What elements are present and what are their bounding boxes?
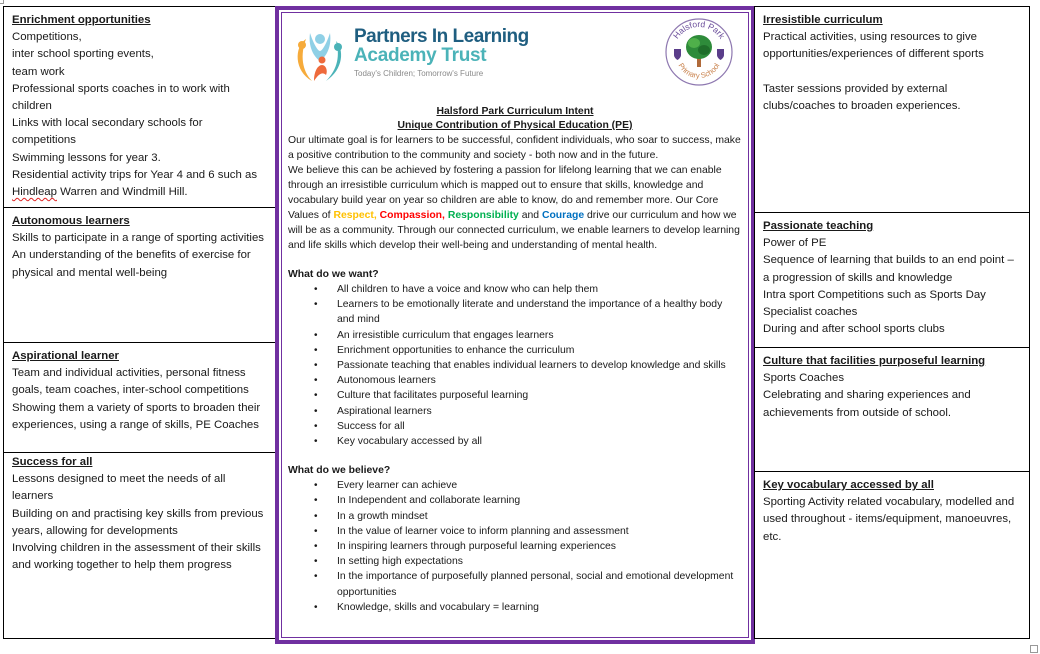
right-column (754, 6, 1030, 639)
cell-line: Lessons designed to meet the needs of all learners (12, 473, 226, 503)
bullet-icon: • (314, 390, 318, 402)
page-corner-marker (0, 0, 4, 4)
believe-item-text: In setting high expectations (337, 556, 463, 568)
cell-title: Irresistible curriculum (763, 14, 883, 26)
bullet-icon: • (314, 360, 318, 372)
cell-title: Key vocabulary accessed by all (763, 479, 934, 491)
bullet-icon: • (314, 601, 318, 613)
bullet-icon: • (314, 344, 318, 356)
cell-line: Showing them a variety of sports to broaden their experiences, using a range of skills, PE Coaches (12, 401, 261, 431)
core-value-courage: Courage (541, 210, 585, 221)
cell-title: Culture that facilities purposeful learning (763, 355, 986, 367)
cell-line: Taster sessions provided by external clubs/coaches to broaden experiences. (763, 82, 961, 112)
bullet-icon: • (314, 405, 318, 417)
crest-text-bottom: Primary School (676, 61, 722, 81)
cell-culture-purposeful-learning (755, 348, 1029, 472)
bullet-icon: • (314, 329, 318, 341)
cell-line: Sporting Activity related vocabulary, modelled and used throughout - items/equipment, manoeuvres, etc. (763, 496, 1015, 543)
document-subtitle: Unique Contribution of Physical Education (PE) (397, 120, 633, 131)
want-item-text: Success for all (337, 420, 405, 432)
blank-line (763, 64, 1021, 81)
left-column (3, 6, 277, 639)
want-item (288, 434, 742, 449)
cell-title: Enrichment opportunities (12, 14, 151, 26)
school-crest-icon (664, 17, 734, 87)
cell-aspirational-learner (4, 343, 276, 453)
cell-line: Skills to participate in a range of sporting activities (12, 232, 264, 245)
believe-item (288, 569, 742, 599)
core-value-responsibility: Responsibility (447, 210, 519, 221)
cell-line: Intra sport Competitions such as Sports Day (763, 288, 986, 301)
bullet-icon: • (314, 420, 318, 432)
believe-item (288, 509, 742, 524)
believe-item (288, 554, 742, 569)
cell-line: Practical activities, using resources to give opportunities/experiences of different sports (763, 31, 984, 61)
trust-figures-icon (292, 25, 348, 85)
want-item (288, 282, 742, 297)
cell-line: Links with local secondary schools for competitions (12, 117, 203, 147)
misspelled-word[interactable]: Hindleap (12, 186, 57, 199)
believe-item (288, 600, 742, 615)
cell-title: Passionate teaching (763, 220, 874, 232)
believe-item-text: Knowledge, skills and vocabulary = learning (337, 601, 539, 613)
crest-text-top: Halsford Park (670, 18, 728, 41)
cell-title: Autonomous learners (12, 215, 130, 227)
document-title: Halsford Park Curriculum Intent (436, 106, 594, 117)
bullet-icon: • (314, 541, 318, 553)
want-item-text: Learners to be emotionally literate and understand the importance of a healthy body and mind (337, 299, 723, 326)
bullet-icon: • (314, 510, 318, 522)
cell-line: During and after school sports clubs (763, 323, 945, 336)
cell-line: Swimming lessons for year 3. (12, 151, 161, 164)
cell-enrichment-opportunities (4, 7, 276, 208)
cell-line: team work (12, 65, 65, 78)
cell-line: Celebrating and sharing experiences and achievements from outside of school. (763, 389, 971, 419)
bullet-icon: • (314, 436, 318, 448)
believe-item-text: In Independent and collaborate learning (337, 495, 521, 507)
believe-item-text: In inspiring learners through purposeful learning experiences (337, 541, 616, 553)
cell-line: Professional sports coaches in to work with children (12, 82, 230, 113)
want-item (288, 343, 742, 358)
cell-line: Sequence of learning that builds to an end point – a progression of skills and knowledge (763, 254, 1014, 284)
want-item-text: Passionate teaching that enables individual learners to develop knowledge and skills (337, 360, 726, 372)
cell-passionate-teaching (755, 213, 1029, 348)
want-item (288, 388, 742, 403)
believe-item-text: In a growth mindset (337, 510, 428, 522)
trust-name-line2: Academy Trust (354, 45, 487, 66)
bullet-icon: • (314, 375, 318, 387)
cell-irresistible-curriculum (755, 7, 1029, 213)
believe-heading: What do we believe? (288, 465, 391, 477)
cell-line: Competitions, (12, 31, 82, 44)
cell-key-vocabulary (755, 472, 1029, 640)
core-value-and: and (518, 210, 542, 221)
want-item-text: Autonomous learners (337, 375, 436, 387)
curriculum-intent-panel (275, 6, 755, 644)
believe-item-text: Every learner can achieve (337, 480, 458, 492)
want-item (288, 358, 742, 373)
trust-name-line1: Partners In Learning (354, 26, 529, 47)
cell-line: inter school sporting events, (12, 48, 154, 61)
cell-line-last (12, 184, 268, 201)
want-item (288, 404, 742, 419)
want-item-text: All children to have a voice and know who can help them (337, 284, 599, 295)
cell-title: Aspirational learner (12, 350, 119, 362)
cell-line: Specialist coaches (763, 306, 858, 319)
cell-line: Sports Coaches (763, 372, 845, 385)
believe-item-text: In the value of learner voice to inform planning and assessment (337, 525, 629, 537)
believe-item-text: In the importance of purposefully planned personal, social and emotional development opportunities (337, 571, 734, 598)
want-item (288, 297, 742, 327)
cell-line: An understanding of the benefits of exercise for physical and mental well-being (12, 249, 251, 279)
cell-line: Power of PE (763, 237, 827, 250)
bullet-icon: • (314, 480, 318, 492)
bullet-icon: • (314, 284, 318, 295)
trust-tagline: Today's Children; Tomorrow's Future (354, 69, 484, 78)
want-item (288, 373, 742, 388)
want-item-text: An irresistible curriculum that engages learners (337, 329, 554, 341)
want-list (288, 282, 742, 449)
cell-line: Involving children in the assessment of their skills and working together to help them progress (12, 542, 261, 572)
cell-line: Residential activity trips for Year 4 and 6 such as (12, 168, 258, 181)
intro-2-end: drive our curriculum and how we will be as a community. Through our connected curriculum, we enable learners to develop learning and life skills which develop their well-being and understanding of mental health. (288, 210, 740, 251)
cell-success-for-all (4, 453, 276, 640)
want-item-text: Aspirational learners (337, 405, 432, 417)
believe-item (288, 493, 742, 508)
want-item-text: Enrichment opportunities to enhance the curriculum (337, 344, 575, 356)
cell-line: Team and individual activities, personal fitness goals, team coaches, inter-school competitions (12, 367, 249, 397)
bullet-icon: • (314, 556, 318, 568)
core-value-compassion: Compassion, (379, 210, 445, 221)
believe-list (288, 478, 742, 615)
want-item-text: Key vocabulary accessed by all (337, 436, 482, 448)
believe-item (288, 524, 742, 539)
bullet-icon: • (314, 299, 318, 311)
cell-title: Success for all (12, 456, 93, 468)
cell-line-rest: Warren and Windmill Hill. (56, 186, 188, 199)
want-heading: What do we want? (288, 269, 379, 280)
intro-paragraph-1: Our ultimate goal is for learners to be successful, confident individuals, who soar to success, make a positive contribution to the community and society - both now and in the future. (288, 135, 741, 161)
cell-autonomous-learners (4, 208, 276, 343)
believe-item (288, 539, 742, 554)
believe-item (288, 478, 742, 493)
bullet-icon: • (314, 571, 318, 583)
want-item (288, 328, 742, 343)
core-value-respect: Respect, (333, 210, 377, 221)
trust-logo (292, 25, 529, 85)
bullet-icon: • (314, 525, 318, 537)
intro-text (288, 133, 742, 253)
resize-handle[interactable] (1030, 645, 1038, 653)
logo-row (288, 13, 742, 105)
intro-paragraph-2 (288, 163, 742, 253)
want-item (288, 419, 742, 434)
bullet-icon: • (314, 495, 318, 507)
cell-line: Building on and practising key skills from previous years, allowing for developments (12, 507, 264, 537)
want-item-text: Culture that facilitates purposeful learning (337, 390, 529, 402)
intro-2-start: We believe this can be achieved by fostering a passion for lifelong learning that we can enable through an irresistible curriculum which is mapped out to ensure that skills, knowledge and vocabulary build year on year so children are able to know, do and remember more. Our Core Values of (288, 165, 722, 221)
